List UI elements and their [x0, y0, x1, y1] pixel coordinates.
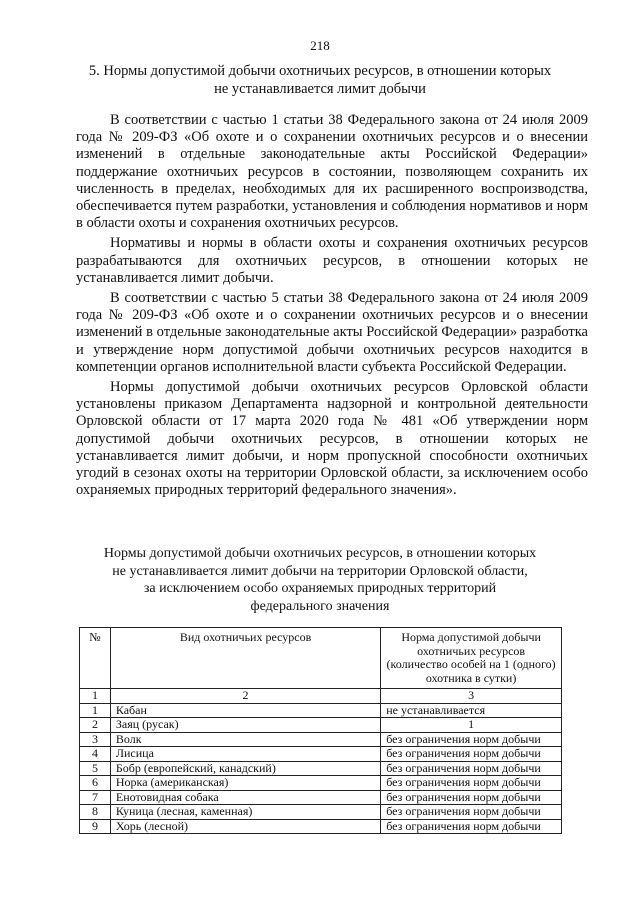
- table-caption-line: федерального значения: [250, 598, 390, 614]
- norm-cell: без ограничения норм добычи: [381, 747, 562, 762]
- norm-cell: без ограничения норм добычи: [381, 790, 562, 805]
- row-number: 4: [80, 747, 111, 762]
- table-row: [80, 747, 562, 762]
- header-number: №: [80, 628, 111, 689]
- table-caption: [80, 545, 560, 615]
- paragraph: В соответствии с частью 1 статьи 38 Федерального закона от 24 июля 2009 года № 209-ФЗ «Об охоте и о сохранении охотничьих ресурсов и о внесении изменений в отдельные законодательные акты Российской Федерации» поддержание охотничьих ресурсов в состоянии, позволяющем сохранить их численность в пределах, необходимых для их расширенного воспроизводства, обеспечивается путем разработки, установления и соблюдения нормативов и норм в области охоты и сохранения охотничьих ресурсов.: [76, 112, 588, 232]
- table-row: [80, 703, 562, 718]
- header-norm: Норма допустимой добычи охотничьих ресурсов (количество особей на 1 (одного) охотника в сутки): [381, 628, 562, 689]
- table-caption-line: Нормы допустимой добычи охотничьих ресурсов, в отношении которых: [103, 546, 537, 561]
- table-row: [80, 718, 562, 733]
- table-index-row: [80, 689, 562, 704]
- section-heading-line: не устанавливается лимит добычи: [214, 81, 426, 97]
- species-cell: Норка (американская): [110, 776, 380, 791]
- document-body: [76, 112, 588, 502]
- table-header-row: [80, 628, 562, 689]
- species-cell: Волк: [110, 732, 380, 747]
- table-row: [80, 805, 562, 820]
- species-cell: Бобр (европейский, канадский): [110, 761, 380, 776]
- row-number: 7: [80, 790, 111, 805]
- row-number: 1: [80, 703, 111, 718]
- section-heading-line: 5. Нормы допустимой добычи охотничьих ресурсов, в отношении которых: [88, 63, 552, 79]
- row-number: 9: [80, 819, 111, 834]
- table-row: [80, 761, 562, 776]
- norm-cell: без ограничения норм добычи: [381, 819, 562, 834]
- section-heading: [60, 62, 580, 98]
- species-cell: Заяц (русак): [110, 718, 380, 733]
- species-cell: Енотовидная собака: [110, 790, 380, 805]
- table-caption-line: за исключением особо охраняемых природных территорий: [143, 581, 497, 596]
- paragraph: Нормативы и нормы в области охоты и сохранения охотничьих ресурсов разрабатываются для охотничьих ресурсов, в отношении которых не устанавливается лимит добычи.: [76, 235, 588, 286]
- species-cell: Лисица: [110, 747, 380, 762]
- norm-cell: без ограничения норм добычи: [381, 732, 562, 747]
- page-number: 218: [310, 38, 330, 53]
- table-caption-line: не устанавливается лимит добычи на территории Орловской области,: [112, 563, 528, 579]
- species-cell: Кабан: [110, 703, 380, 718]
- norm-cell: без ограничения норм добычи: [381, 776, 562, 791]
- norm-cell: без ограничения норм добычи: [381, 805, 562, 820]
- norm-cell: не устанавливается: [381, 703, 562, 718]
- table-row: [80, 819, 562, 834]
- norm-cell: 1: [381, 718, 562, 733]
- species-cell: Куница (лесная, каменная): [110, 805, 380, 820]
- row-number: 5: [80, 761, 111, 776]
- table-row: [80, 790, 562, 805]
- index-cell: 1: [80, 689, 111, 704]
- paragraph: В соответствии с частью 5 статьи 38 Федерального закона от 24 июля 2009 года № 209-ФЗ «Об охоте и о сохранении охотничьих ресурсов и о внесении изменений в отдельные законодательные акты Российской Федерации» разработка и утверждение норм допустимой добычи охотничьих ресурсов находится в компетенции органов исполнительной власти субъекта Российской Федерации.: [76, 290, 588, 375]
- index-cell: 2: [110, 689, 380, 704]
- species-cell: Хорь (лесной): [110, 819, 380, 834]
- row-number: 3: [80, 732, 111, 747]
- row-number: 2: [80, 718, 111, 733]
- paragraph: Нормы допустимой добычи охотничьих ресурсов Орловской области установлены приказом Департамента надзорной и контрольной деятельности Орловской области от 17 марта 2020 года № 481 «Об утверждении норм допустимой добычи охотничьих ресурсов, в отношении которых не устанавливается лимит добычи, и норм пропускной способности охотничьих угодий в сезонах охоты на территории Орловской области, за исключением особо охраняемых природных территорий федерального значения».: [76, 379, 588, 499]
- norm-cell: без ограничения норм добычи: [381, 761, 562, 776]
- hunting-norms-table: [79, 627, 562, 834]
- row-number: 6: [80, 776, 111, 791]
- row-number: 8: [80, 805, 111, 820]
- index-cell: 3: [381, 689, 562, 704]
- table-row: [80, 732, 562, 747]
- table-row: [80, 776, 562, 791]
- header-species: Вид охотничьих ресурсов: [110, 628, 380, 689]
